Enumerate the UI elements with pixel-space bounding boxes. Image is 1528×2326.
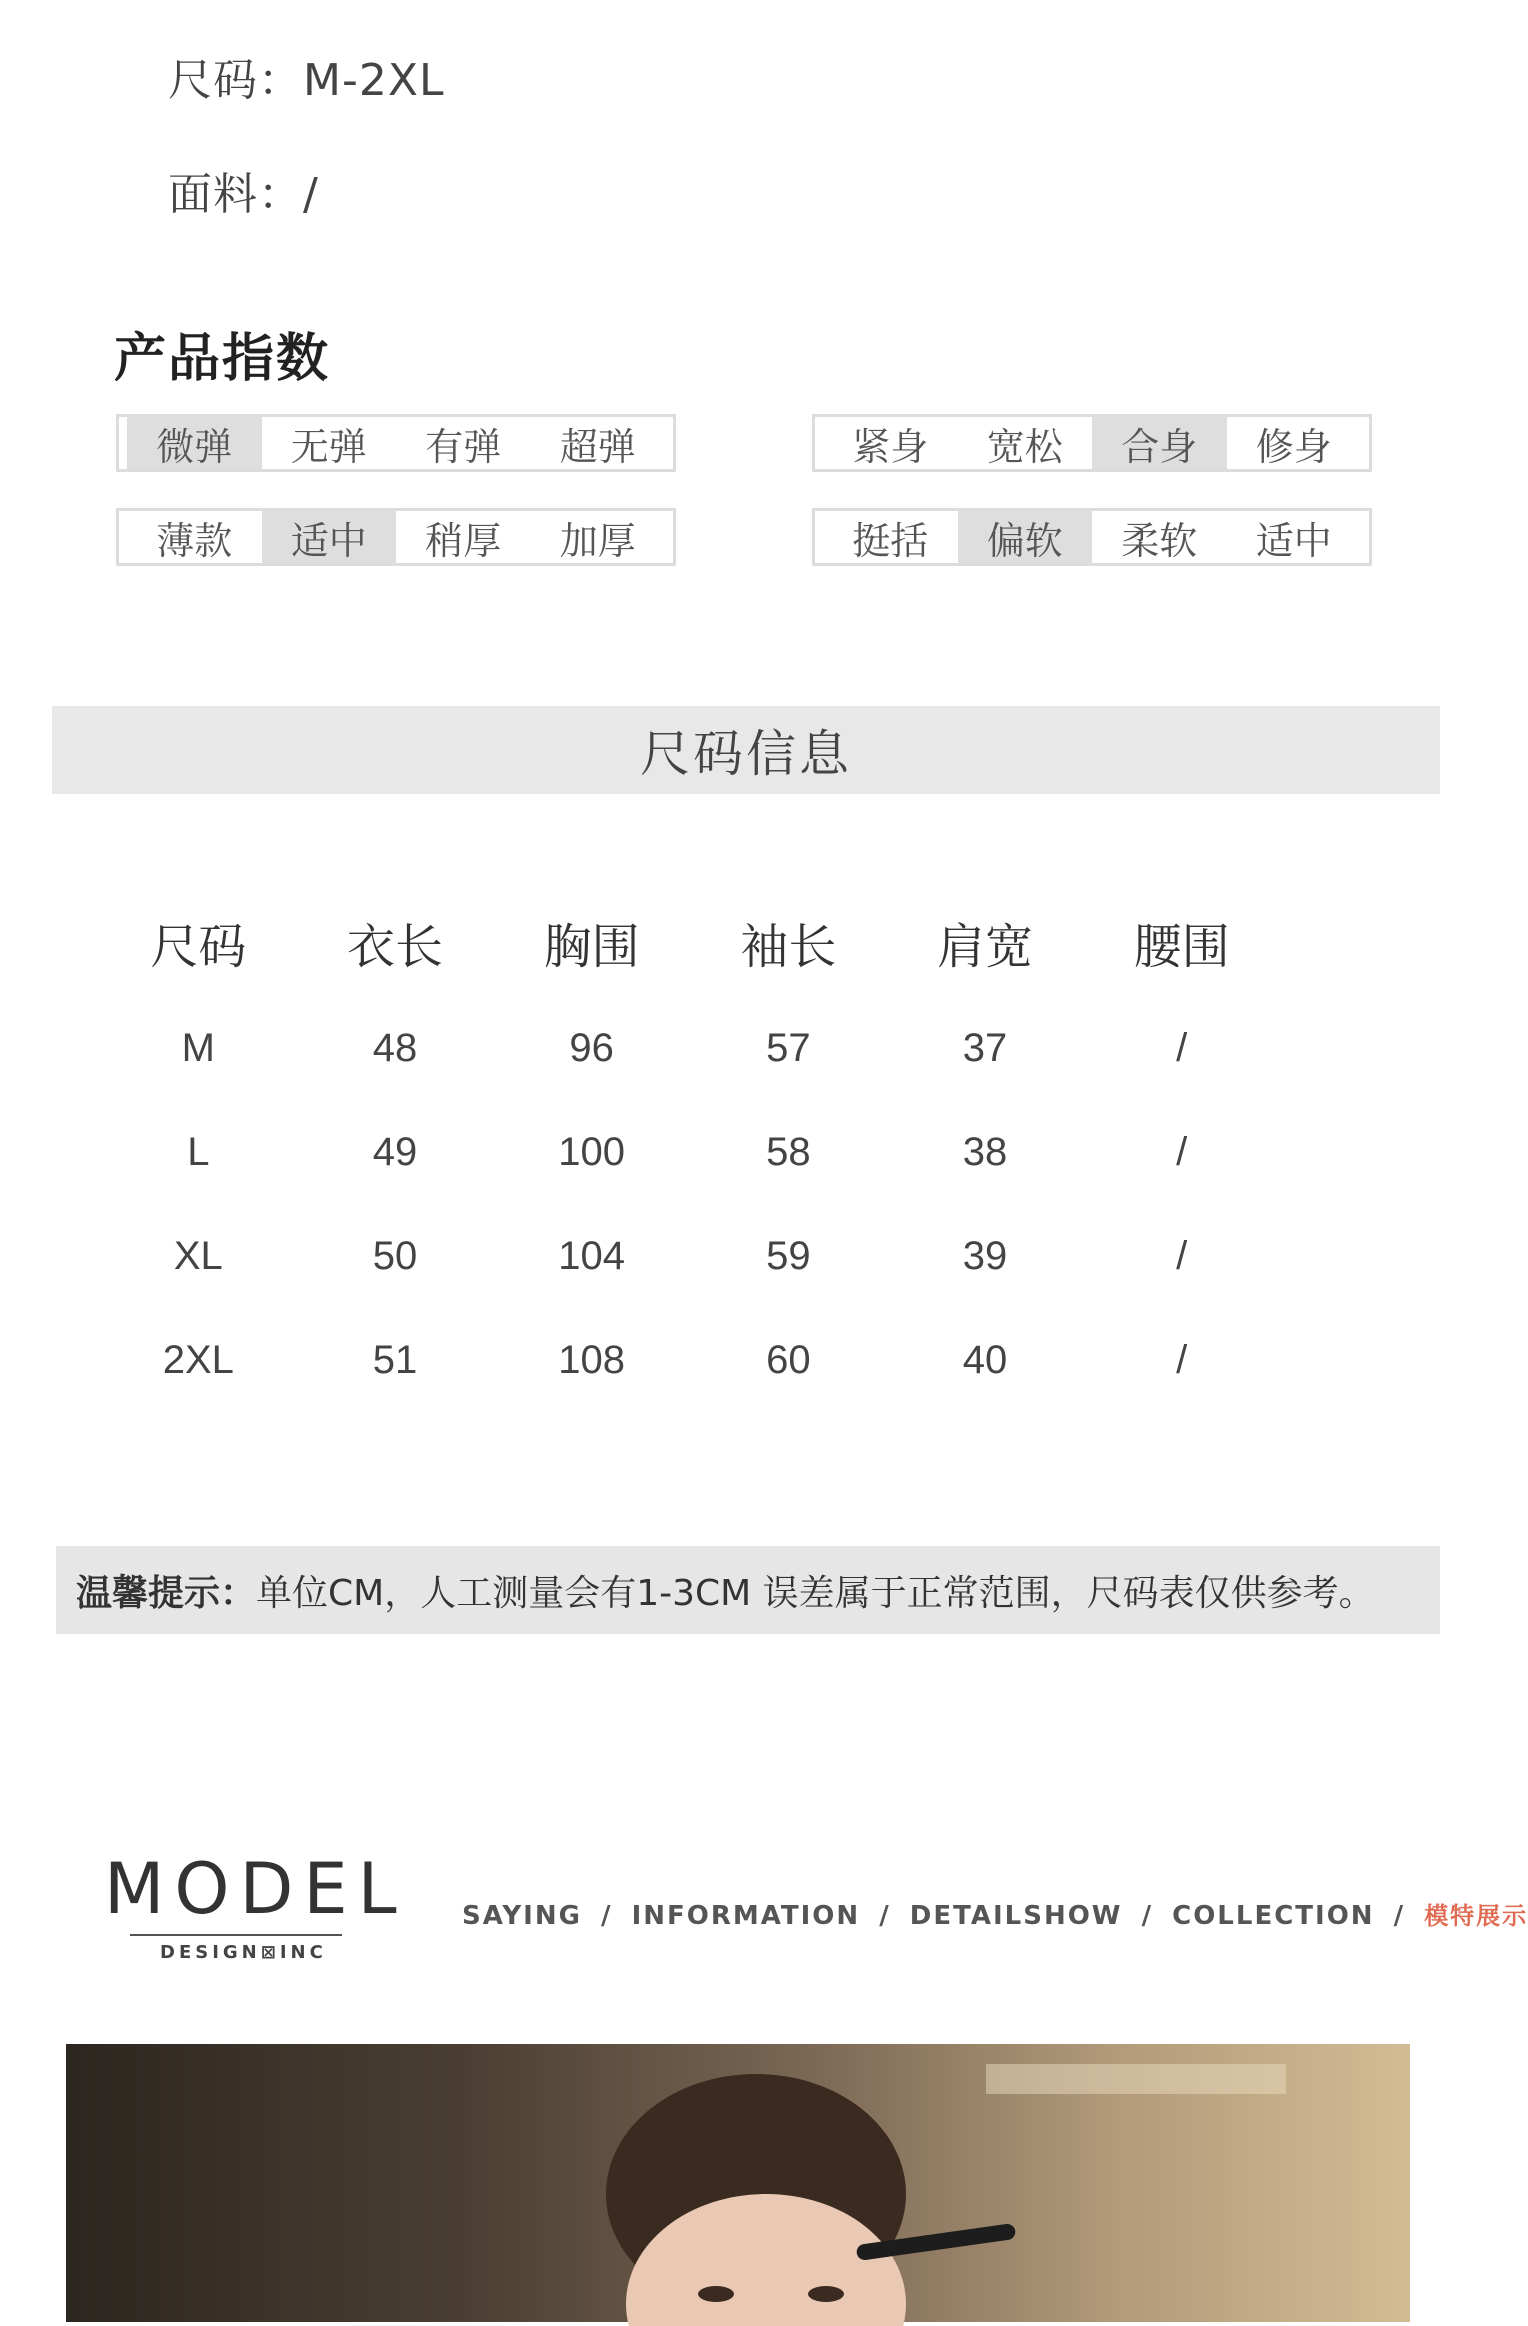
index-option: 宽松 — [986, 424, 1063, 469]
table-row — [100, 1204, 1280, 1308]
tip-text: 单位CM，人工测量会有1-3CM 误差属于正常范围，尺码表仅供参考。 — [256, 1572, 1375, 1614]
table-cell: 40 — [962, 1338, 1008, 1382]
nav-item-information: INFORMATION — [631, 1901, 861, 1931]
table-cell: 104 — [558, 1234, 626, 1278]
table-cell: 57 — [766, 1026, 811, 1070]
index-option: 偏软 — [958, 511, 1093, 563]
thickness-index — [116, 508, 676, 566]
table-cell: 51 — [372, 1338, 418, 1382]
table-cell: 49 — [372, 1130, 418, 1174]
table-cell: XL — [173, 1234, 223, 1278]
index-option: 超弹 — [559, 424, 636, 469]
table-cell: 48 — [372, 1026, 418, 1070]
table-cell: 37 — [962, 1026, 1008, 1070]
model-nav — [462, 1896, 1528, 1931]
model-photo-illustration — [66, 2044, 1410, 2322]
table-cell: 58 — [766, 1130, 811, 1174]
nav-item-detailshow: DETAILSHOW — [909, 1901, 1123, 1931]
table-cell: 2XL — [162, 1338, 234, 1382]
nav-separator: / — [601, 1901, 613, 1931]
table-cell: / — [1176, 1026, 1188, 1070]
table-row — [100, 996, 1280, 1100]
index-option: 加厚 — [559, 518, 636, 563]
model-logo: MODEL — [104, 1848, 407, 1930]
index-option: 无弹 — [290, 424, 367, 469]
size-table — [100, 900, 1280, 1412]
index-option: 挺括 — [852, 518, 929, 563]
index-option: 薄款 — [156, 518, 233, 563]
index-option: 稍厚 — [425, 518, 502, 563]
table-cell: 108 — [558, 1338, 626, 1382]
fit-index — [812, 414, 1372, 472]
table-cell: 50 — [372, 1234, 418, 1278]
nav-separator: / — [1393, 1901, 1406, 1931]
table-cell: 39 — [962, 1234, 1008, 1278]
size-info-title: 尺码信息 — [640, 725, 852, 783]
index-option: 适中 — [262, 511, 397, 563]
header-cell: 尺码 — [150, 921, 247, 974]
table-cell: / — [1176, 1234, 1188, 1278]
nav-separator: / — [879, 1901, 891, 1931]
table-cell: / — [1176, 1338, 1188, 1382]
table-cell: 96 — [569, 1026, 614, 1070]
nav-item-saying: SAYING — [462, 1901, 582, 1931]
index-option: 适中 — [1255, 518, 1332, 563]
table-cell: 59 — [766, 1234, 811, 1278]
table-cell: 38 — [962, 1130, 1008, 1174]
elasticity-index — [116, 414, 676, 472]
index-option: 柔软 — [1121, 518, 1198, 563]
table-cell: M — [181, 1026, 215, 1070]
softness-index — [812, 508, 1372, 566]
index-option: 合身 — [1092, 417, 1227, 469]
index-option: 紧身 — [852, 424, 929, 469]
table-cell: L — [187, 1130, 210, 1174]
product-index-title: 产品指数 — [114, 329, 331, 389]
size-info-banner — [52, 706, 1440, 794]
index-option: 修身 — [1255, 424, 1332, 469]
header-cell: 胸围 — [543, 921, 640, 974]
header-cell: 袖长 — [740, 921, 837, 974]
tip-label: 温馨提示： — [76, 1572, 257, 1614]
table-cell: 60 — [766, 1338, 811, 1382]
model-photo — [66, 2044, 1410, 2322]
nav-item-collection: COLLECTION — [1172, 1901, 1375, 1931]
nav-item-model-display: 模特展示 — [1424, 1902, 1528, 1930]
size-range-text: 尺码：M-2XL — [168, 55, 445, 106]
table-header-row — [100, 900, 1280, 996]
measurement-tip — [56, 1546, 1440, 1634]
fabric-text: 面料：/ — [168, 169, 319, 220]
index-option: 有弹 — [425, 424, 502, 469]
header-cell: 肩宽 — [937, 921, 1034, 974]
table-row — [100, 1100, 1280, 1204]
model-logo-subtitle: DESIGN⊠INC — [160, 1942, 327, 1963]
header-cell: 腰围 — [1133, 921, 1230, 974]
table-cell: / — [1176, 1130, 1188, 1174]
index-option: 微弹 — [127, 417, 262, 469]
nav-separator: / — [1141, 1901, 1154, 1931]
table-cell: 100 — [558, 1130, 626, 1174]
table-row — [100, 1308, 1280, 1412]
header-cell: 衣长 — [347, 921, 444, 974]
logo-divider — [130, 1934, 342, 1936]
